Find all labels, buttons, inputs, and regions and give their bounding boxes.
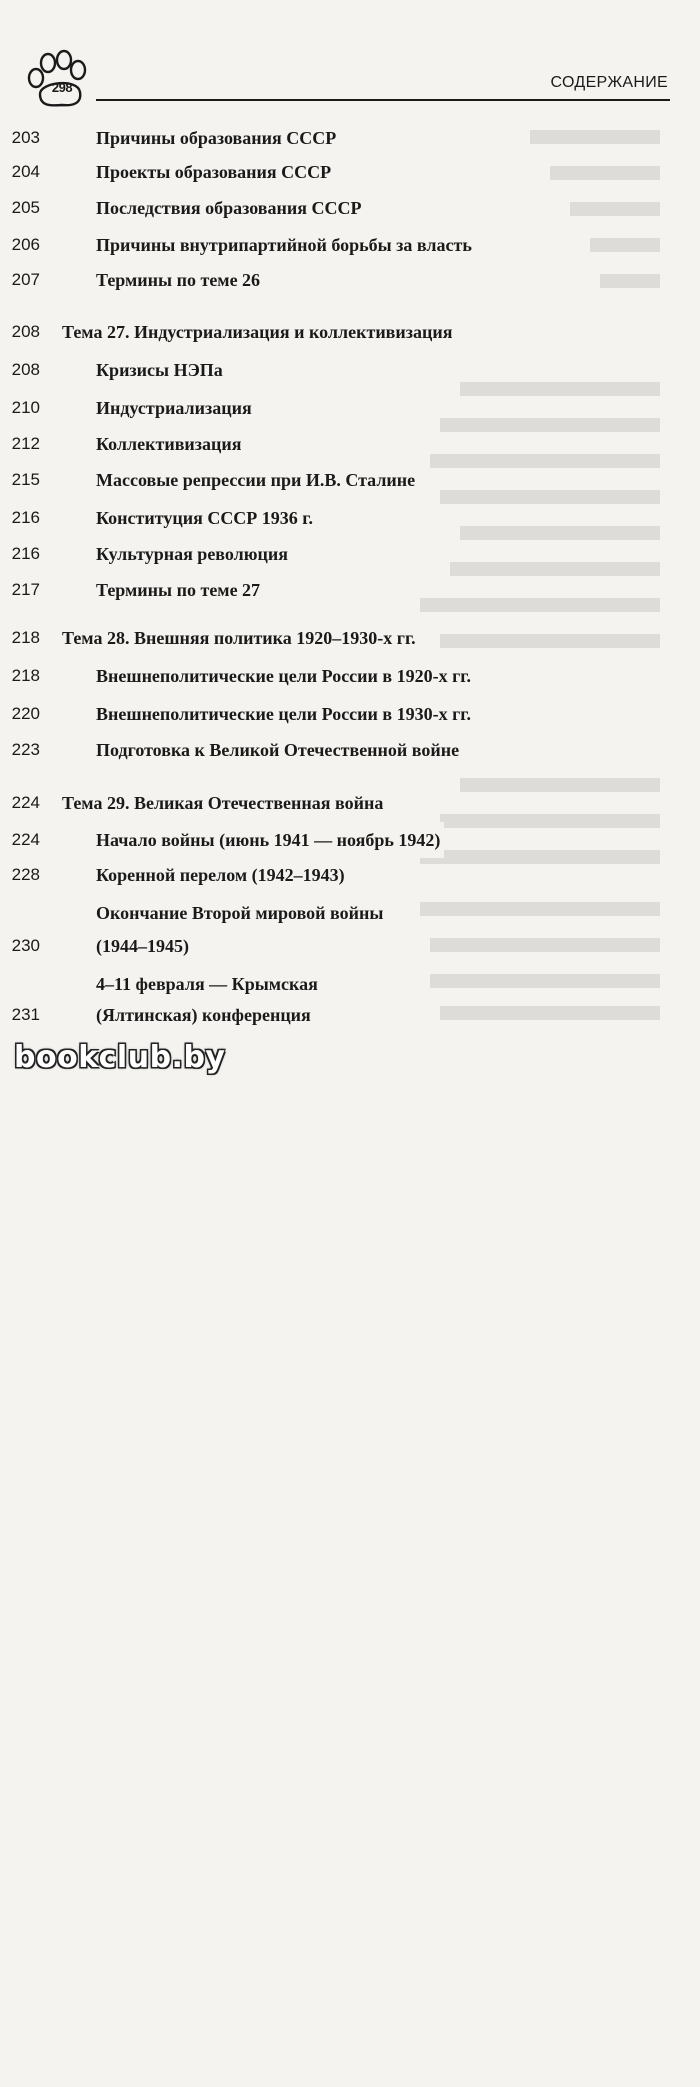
entry-page: 203 [11, 128, 40, 147]
entry-page: 208 [11, 322, 40, 341]
watermark: bookclub.by [14, 1040, 226, 1075]
entry-title: Кризисы НЭПа [96, 352, 227, 388]
toc-entry[interactable] [0, 536, 700, 572]
entry-title: Подготовка к Великой Отечественной войне [96, 732, 463, 768]
entry-page: 218 [11, 628, 40, 647]
leader-dots [614, 658, 626, 694]
toc-entry[interactable] [0, 262, 700, 298]
header-rule [96, 99, 670, 101]
running-header: СОДЕРЖАНИЕ [550, 74, 668, 91]
leader-dots [610, 732, 626, 768]
entry-page: 224 [11, 793, 40, 812]
toc-entry[interactable] [0, 462, 700, 498]
toc-entry[interactable] [0, 190, 700, 226]
leader-dots [290, 262, 626, 298]
leader-dots [396, 120, 626, 156]
toc-entry[interactable] [0, 390, 700, 426]
entry-page: 217 [11, 580, 40, 599]
entry-title: Культурная революция [96, 536, 292, 572]
entry-title: Проекты образования СССР [96, 154, 335, 190]
leader-dots [286, 426, 626, 462]
entry-title: Конституция СССР 1936 г. [96, 500, 317, 536]
toc-entry[interactable] [0, 352, 700, 388]
leader-dots [498, 620, 626, 656]
entry-title: Массовые репрессии при И.В. Сталине [96, 462, 419, 498]
entry-title: Коренной перелом (1942–1943) [96, 857, 349, 893]
entry-page: 210 [11, 398, 40, 417]
toc-entry[interactable] [0, 997, 700, 1033]
entry-page: 230 [11, 936, 40, 955]
leader-dots [346, 536, 626, 572]
entry-title: (Ялтинская) конференция [96, 997, 315, 1033]
entry-page: 215 [11, 470, 40, 489]
entry-title: Начало войны (июнь 1941 — ноябрь 1942) [96, 822, 444, 858]
leader-dots [372, 997, 626, 1033]
toc-entry[interactable] [0, 696, 700, 732]
leader-dots [238, 352, 626, 388]
leader-dots [572, 314, 626, 350]
toc-entry[interactable] [0, 572, 700, 608]
entry-page: 224 [11, 830, 40, 849]
entry-title: Индустриализация [96, 390, 256, 426]
entry-title-line1: Окончание Второй мировой войны [96, 903, 384, 923]
leader-dots [396, 154, 626, 190]
entry-page: 216 [11, 544, 40, 563]
leader-dots [430, 190, 626, 226]
entry-title: Коллективизация [96, 426, 246, 462]
toc-entry[interactable] [0, 154, 700, 190]
leader-dots [316, 572, 626, 608]
toc-entry-topic[interactable] [0, 314, 700, 350]
entry-page: 206 [11, 235, 40, 254]
entry-title: Причины образования СССР [96, 120, 340, 156]
entry-page: 216 [11, 508, 40, 527]
entry-title: Термины по теме 26 [96, 262, 264, 298]
page-number: 298 [51, 80, 73, 95]
entry-title: Внешнеполитические цели России в 1930-х гг. [96, 696, 475, 732]
entry-title: Тема 27. Индустриализация и коллективизация [62, 314, 457, 350]
entry-title: Тема 28. Внешняя политика 1920–1930-х гг. [62, 620, 420, 656]
toc-entry[interactable] [0, 227, 700, 263]
entry-title: Причины внутрипартийной борьбы за власть [96, 227, 476, 263]
toc-entry-topic[interactable] [0, 785, 700, 821]
entry-title: Термины по теме 27 [96, 572, 264, 608]
toc-entry[interactable] [0, 732, 700, 768]
leader-dots [558, 822, 626, 858]
toc-entry[interactable] [0, 928, 700, 964]
leader-dots [514, 462, 626, 498]
leader-dots [298, 390, 626, 426]
entry-page: 231 [11, 1005, 40, 1024]
entry-page: 228 [11, 865, 40, 884]
entry-title: Тема 29. Великая Отечественная война [62, 785, 387, 821]
leader-dots [576, 227, 626, 263]
toc-entry[interactable] [0, 658, 700, 694]
toc-entry[interactable] [0, 500, 700, 536]
entry-page: 207 [11, 270, 40, 289]
entry-title: Последствия образования СССР [96, 190, 366, 226]
leader-dots [392, 500, 626, 536]
toc-entry-topic[interactable] [0, 620, 700, 656]
entry-page: 212 [11, 434, 40, 453]
entry-title: Внешнеполитические цели России в 1920-х гг. [96, 658, 475, 694]
toc-entry[interactable] [0, 822, 700, 858]
entry-page: 220 [11, 704, 40, 723]
entry-title: (1944–1945) [96, 928, 193, 964]
leader-dots [432, 857, 626, 893]
leader-dots [224, 928, 626, 964]
entry-page: 205 [11, 198, 40, 217]
toc-entry[interactable] [0, 857, 700, 893]
toc-entry[interactable] [0, 426, 700, 462]
entry-title-line1: 4–11 февраля — Крымская [96, 974, 318, 994]
entry-page: 208 [11, 360, 40, 379]
entry-page: 204 [11, 162, 40, 181]
entry-page: 218 [11, 666, 40, 685]
leader-dots [466, 785, 626, 821]
leader-dots [600, 696, 626, 732]
toc-entry[interactable] [0, 120, 700, 156]
entry-page: 223 [11, 740, 40, 759]
